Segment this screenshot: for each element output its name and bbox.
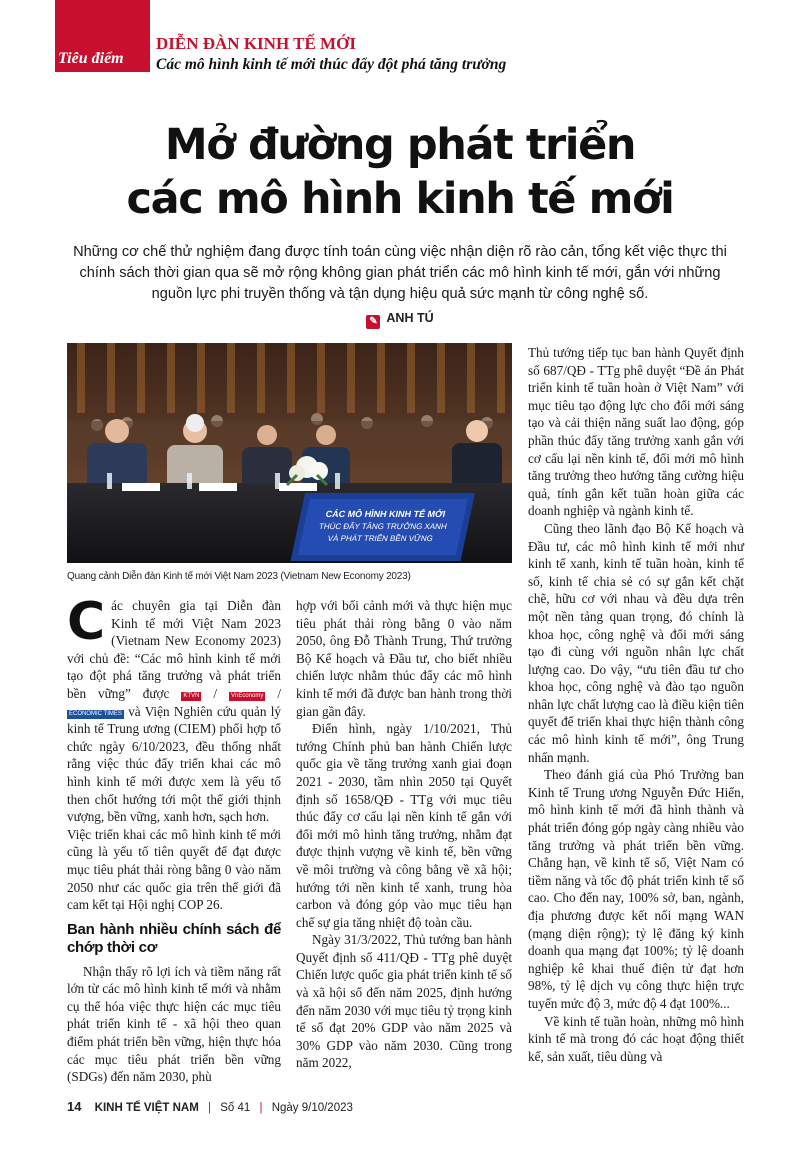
- article-lead: Những cơ chế thử nghiệm đang được tính toán cùng việc nhận diện rõ rào cản, tổng kết việc thực thi chính sách thời gian qua sẽ mở rộng không gian phát triển các mô hình kinh tế mới, gắn với những nguồn lực phi truyền thống và tận dụng hiệu quả sức mạnh từ công nghệ số.: [73, 244, 727, 302]
- photo-caption: Quang cảnh Diễn đàn Kinh tế mới Việt Nam 2023 (Vietnam New Economy 2023): [67, 571, 411, 582]
- paragraph-text: ác chuyên gia tại Diễn đàn Kinh tế mới Việt Nam 2023 (Vietnam New Economy 2023) với chủ đề: “Các mô hình kinh tế mới tạo đột phá tăng trưởng và phát triển bền vững” được: [67, 598, 281, 701]
- pen-icon: ✎: [366, 315, 380, 329]
- paragraph: [67, 592, 282, 826]
- paragraph: hợp với bối cảnh mới và thực hiện mục tiêu phát thải ròng bằng 0 vào năm 2050, ông Đỗ Thành Trung, Thứ trưởng Bộ Kế hoạch và Đầu tư, cho biết nhiều chiến lược nhằm thúc đẩy các mô hình kinh tế mới đã được ban hành trong thời gian gần đây.: [296, 598, 512, 719]
- page-number: 14: [67, 1099, 82, 1114]
- paragraph: Theo đánh giá của Phó Trưởng ban Kinh tế Trung ương Nguyễn Đức Hiển, mô hình kinh tế mới đã hình thành và phát triển đóng góp ngày càng nhiều vào tăng trưởng và phát triển bền vững. Chẳng hạn, về kinh tế số, Việt Nam có tiềm năng và tốc độ phát triển kinh tế số cao. Cho đến nay, 100% sở, ban, ngành, địa phương được kết nối mạng WAN (mạng diện rộng); tỷ lệ đăng ký kinh doanh qua mạng đạt 100%; tỷ lệ doanh nghiệp kê khai thuế điện tử đạt hơn 98%, tỷ lệ dịch vụ công thực hiện trực tuyến mức độ 3, mức độ 4 đạt 100%...: [528, 767, 744, 1011]
- paragraph: Điển hình, ngày 1/10/2021, Thủ tướng Chính phủ ban hành Chiến lược quốc gia về tăng trưởng xanh giai đoạn 2021 - 2030, tầm nhìn 2050 tại Quyết định số 1658/QĐ - TTg với mục tiêu thúc đẩy cơ cấu lại nền kinh tế gắn với đổi mới mô hình tăng trưởng, nhằm đạt được thịnh vượng về kinh tế, bền vững về môi trường và công bằng về xã hội; hướng tới nền kinh tế xanh, trung hòa carbon và đóng góp vào mục tiêu hạn chế sự gia tăng nhiệt độ toàn cầu.: [296, 721, 512, 930]
- article-title-line-2: các mô hình kinh tế mới: [126, 174, 674, 224]
- drop-cap: C: [67, 592, 106, 652]
- column-2: [296, 597, 512, 1072]
- screen-text-line-2: THÚC ĐẨY TĂNG TRƯỞNG XANH: [318, 522, 448, 531]
- screen-text-line-1: CÁC MÔ HÌNH KINH TẾ MỚI: [324, 509, 447, 519]
- paragraph: Về kinh tế tuần hoàn, những mô hình kinh tế mà trong đó các hoạt động thiết kế, sản xuất, tiêu dùng và: [528, 1013, 744, 1064]
- paragraph: Ngày 31/3/2022, Thủ tướng ban hành Quyết định số 411/QĐ - TTg phê duyệt Chiến lược quốc gia phát triển kinh tế số và xã hội số đến năm 2025, định hướng đến năm 2030 với mục tiêu tỷ trọng kinh tế số đạt 20% GDP vào năm 2025 và 30% GDP vào năm 2030. Cũng trong năm 2022,: [296, 932, 512, 1071]
- article-title: [40, 118, 760, 226]
- vneconomy-logo: VnEconomy: [231, 692, 264, 699]
- article-title-line-1: Mở đường phát triển: [164, 120, 636, 170]
- separator: /: [213, 685, 218, 701]
- author-byline: [0, 311, 800, 329]
- paragraph: Thủ tướng tiếp tục ban hành Quyết định số 687/QĐ - TTg phê duyệt “Đề án Phát triển kinh tế tuần hoàn ở Việt Nam” với mục tiêu tạo động lực cho đổi mới sáng tạo và cải thiện năng suất lao động, góp phần thúc đẩy tăng trưởng xanh gắn với cơ cấu lại nền kinh tế, đổi mới mô hình tăng trưởng theo hướng tăng cường hiệu quả, tính gắn kết tuần hoàn giữa các doanh nghiệp và ngành kinh tế.: [528, 345, 744, 519]
- economic-times-logo: ECONOMIC TIMES: [69, 710, 122, 717]
- footer-separator: |: [259, 1102, 263, 1114]
- section-subtitle: Các mô hình kinh tế mới thúc đẩy đột phá tăng trưởng: [156, 56, 507, 73]
- section-tag: Tiêu điểm: [58, 50, 124, 67]
- paragraph-text: và Viện Nghiên cứu quản lý kinh tế Trung ương (CIEM) phối hợp tổ chức ngày 6/10/2023, đều thống nhất rằng việc thúc đẩy triển khai các mô hình kinh tế mới được xem là yếu tố then chốt hướng tới một thế giới thịnh vượng, bền vững, xanh hơn, sạch hơn.: [67, 703, 282, 825]
- column-1: [67, 592, 282, 1086]
- section-title: DIỄN ĐÀN KINH TẾ MỚI: [156, 34, 356, 53]
- author-name: ANH TÚ: [386, 311, 434, 325]
- footer-separator: |: [208, 1102, 212, 1114]
- kinh-te-viet-nam-logo: KTVN: [183, 692, 200, 699]
- conference-photo-illustration: [67, 343, 512, 563]
- screen-text-line-3: VÀ PHÁT TRIỂN BỀN VỮNG: [326, 534, 434, 543]
- paragraph: Việc triển khai các mô hình kinh tế mới cũng là yếu tố tiên quyết để đạt được mục tiêu phát thải ròng bằng 0 vào năm 2050 như các quốc gia trên thế giới đã cam kết tại Hội nghị COP 26.: [67, 826, 281, 913]
- issue-date: Ngày 9/10/2023: [271, 1102, 353, 1114]
- issue-number: Số 41: [220, 1102, 251, 1114]
- subheading: Ban hành nhiều chính sách để chớp thời cơ: [67, 920, 281, 956]
- publication-name: KINH TẾ VIỆT NAM: [94, 1102, 199, 1114]
- column-3: [528, 344, 744, 1065]
- page-footer: [67, 1099, 353, 1114]
- paragraph: Cũng theo lãnh đạo Bộ Kế hoạch và Đầu tư, các mô hình kinh tế mới như kinh tế xanh, kinh tế tuần hoàn, kinh tế số, kinh tế chia sẻ có sự gắn kết chặt chẽ, hữu cơ với nhau và đều dựa trên một nền tảng quan trọng, đó chính là khoa học, công nghệ và đổi mới sáng tạo đi cùng với nguồn nhân lực chất lượng cao. Do vậy, “ưu tiên đầu tư cho khoa học, công nghệ và đào tạo nguồn nhân lực chất lượng cao là điều kiện tiên quyết để triển khai thực hiện thành công các mô hình kinh tế mới”, ông Trung nhấn mạnh.: [528, 520, 744, 765]
- separator: /: [277, 685, 282, 701]
- paragraph: Nhận thấy rõ lợi ích và tiềm năng rất lớn từ các mô hình kinh tế mới và nhằm cụ thể hóa việc thực hiện các mục tiêu phát triển kinh tế - xã hội theo quan điểm phát triển bền vững, hiện thực hóa các mục tiêu phát triển bền vững (SDGs) đến năm 2030, phù: [67, 963, 281, 1085]
- article-photo: [67, 343, 512, 563]
